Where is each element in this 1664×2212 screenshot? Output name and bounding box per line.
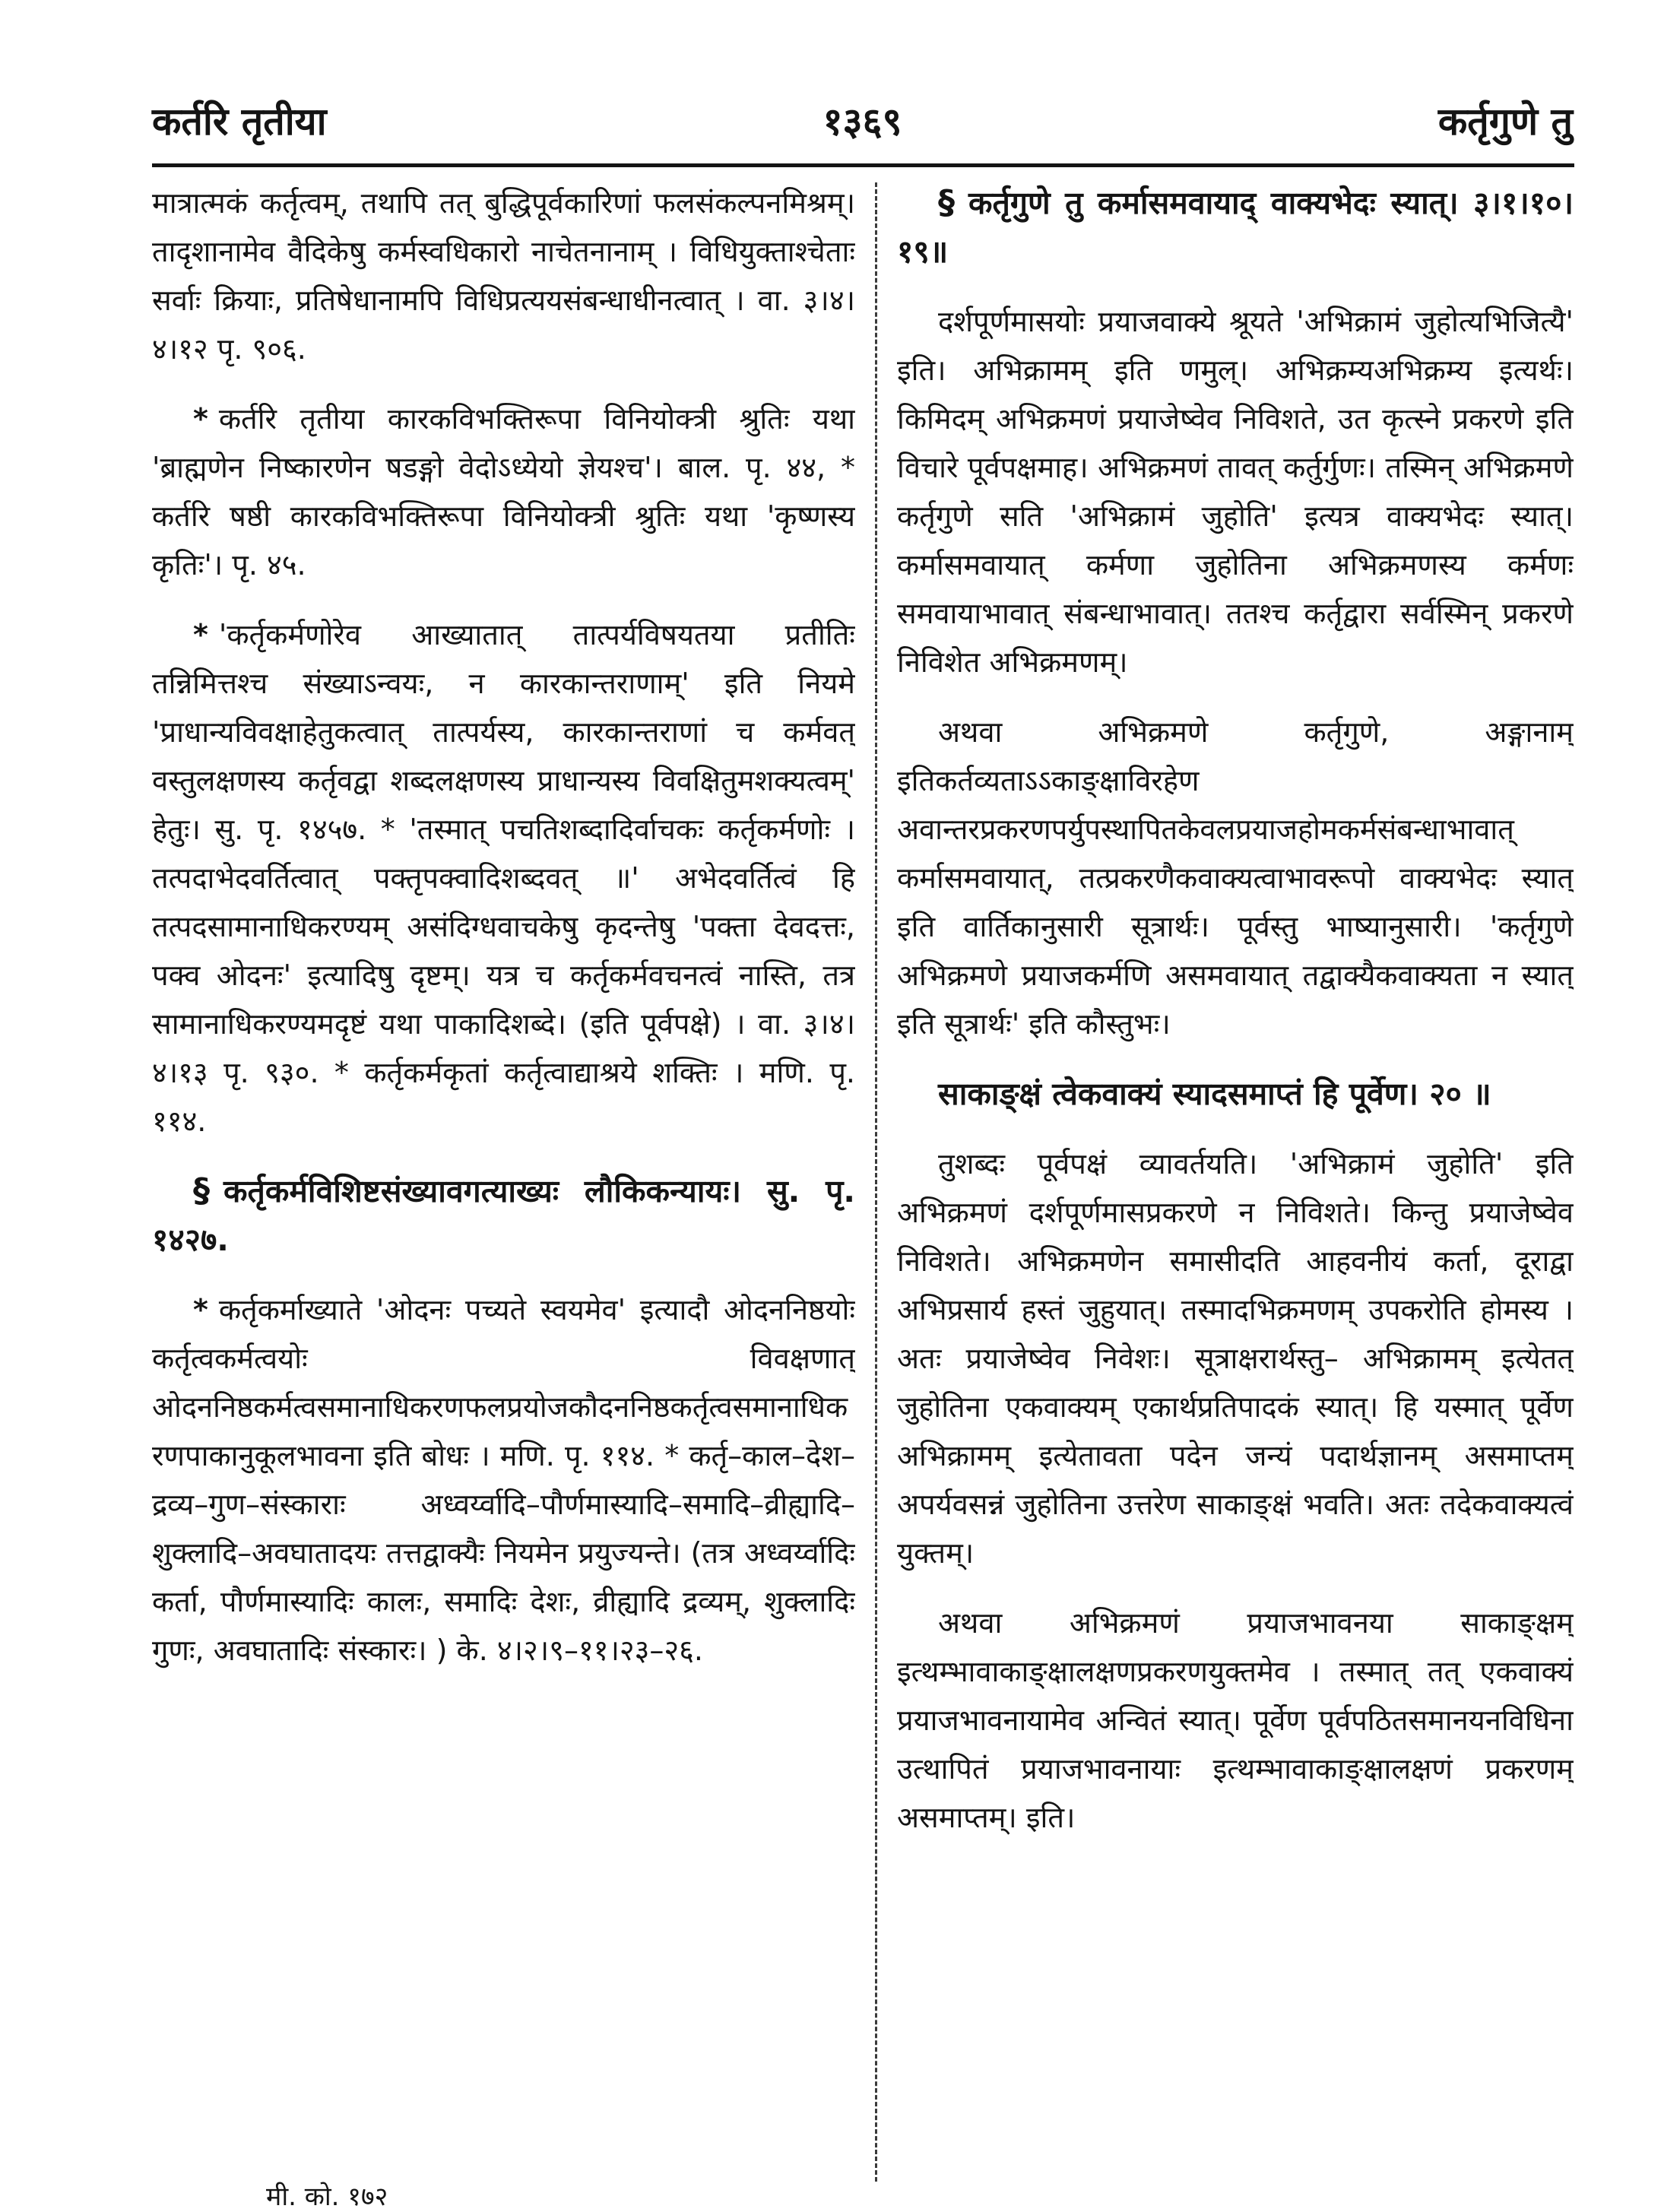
asterisk-marker: *: [193, 1293, 208, 1326]
header-right-guideword: कर्तृगुणे तु: [1437, 100, 1573, 144]
entry-kartrkarmanoreva: * 'कर्तृकर्मणोरेव आख्यातात् तात्पर्यविषयतया प्रतीतिः तन्निमित्तश्च संख्याऽन्वयः, न कारकान्तराणाम्' इति नियमे 'प्राधान्यविवक्षाहेतुकत्वात् तात्पर्यस्य, कारकान्तराणां च कर्मवत् वस्तुलक्षणस्य कर्तृवद्वा शब्दलक्षणस्य प्राधान्यस्य विवक्षितुमशक्यत्वम्' हेतुः। सु. पृ. १४५७. * 'तस्मात् पचतिशब्दादिर्वाचकः कर्तृकर्मणोः । तत्पदाभेदवर्तित्वात् पक्तृपक्वादिशब्दवत् ॥' अभेदवर्तित्वं हि तत्पदसामानाधिकरण्यम् असंदिग्धवाचकेषु कृदन्तेषु 'पक्ता देवदत्तः, पक्व ओदनः' इत्यादिषु दृष्टम्। यत्र च कर्तृकर्मवचनत्वं नास्ति, तत्र सामानाधिकरण्यमदृष्टं यथा पाकादिशब्दे। (इति पूर्वपक्षे) । वा. ३।४।४।१३ पृ. ९३०. * कर्तृकर्मकृतां कर्तृत्वाद्याश्रये शक्तिः । मणि. पृ. ११४.: [152, 618, 855, 1138]
page-signature: मी. को. १७२: [266, 2182, 388, 2212]
section-symbol-icon: §: [193, 1171, 210, 1210]
right-column: [897, 179, 1574, 1863]
header-rule: [152, 163, 1574, 167]
sutra-19-commentary: दर्शपूर्णमासयोः प्रयाजवाक्ये श्रूयते 'अभिक्रामं जुहोत्यभिजित्यै' इति। अभिक्रामम् इति णमुल्। अभिक्रम्यअभिक्रम्य इत्यर्थः। किमिदम् अभिक्रमणं प्रयाजेष्वेव निविशते, उत कृत्स्ने प्रकरणे इति विचारे पूर्वपक्षमाह। अभिक्रमणं तावत् कर्तुर्गुणः। तस्मिन् अभिक्रमणे कर्तृगुणे सति 'अभिक्रामं जुहोति' इत्यत्र वाक्यभेदः स्यात्। कर्मासमवायात् कर्मणा जुहोतिना अभिक्रमणस्य कर्मणः समवायाभावात् संबन्धाभावात्। ततश्च कर्तृद्वारा सर्वस्मिन् प्रकरणे निविशेत अभिक्रमणम्।: [897, 305, 1574, 679]
sutra-heading-19: § कर्तृगुणे तु कर्मासमवायाद् वाक्यभेदः स्यात्। ३।१।१०।१९॥: [897, 183, 1574, 270]
sutra-heading-20: साकाङ्क्षं त्वेकवाक्यं स्यादसमाप्तं हि पूर्वेण। २० ॥: [938, 1076, 1491, 1112]
entry-kartari: * कर्तरि तृतीया कारकविभक्तिरूपा विनियोक्त्री श्रुतिः यथा 'ब्राह्मणेन निष्कारणेन षडङ्गो वेदोऽध्येयो ज्ञेयश्च'। बाल. पृ. ४४, * कर्तरि षष्ठी कारकविभक्तिरूपा विनियोक्त्री श्रुतिः यथा 'कृष्णस्य कृतिः'। पृ. ४५.: [152, 402, 855, 582]
page-number: १३६९: [822, 100, 902, 144]
section-symbol-icon: §: [938, 183, 955, 222]
header-left-guideword: कर्तरि तृतीया: [152, 100, 327, 144]
left-column: [152, 179, 855, 1696]
entry-kartrkarmakhyate: * कर्तृकर्माख्याते 'ओदनः पच्यते स्वयमेव' इत्यादौ ओदननिष्ठयोः कर्तृत्वकर्मत्वयोः विवक्षणात् ओदननिष्ठकर्मत्वसमानाधिकरणफलप्रयोजकौदननिष्ठकर्तृत्वसमानाधिकरणपाकानुकूलभावना इति बोधः । मणि. पृ. ११४. * कर्तृ–काल–देश–द्रव्य–गुण–संस्काराः अध्वर्य्वादि–पौर्णमास्यादि–समादि–व्रीह्यादि–शुक्लादि–अवघातादयः तत्तद्वाक्यैः नियमेन प्रयुज्यन्ते। (तत्र अध्वर्य्वादिः कर्ता, पौर्णमास्यादिः कालः, समादिः देशः, व्रीह्यादि द्रव्यम्, शुक्लादिः गुणः, अवघातादिः संस्कारः। ) के. ४।२।९–११।२३–२६.: [152, 1293, 855, 1667]
column-divider: [875, 182, 877, 2182]
entry-continuation: मात्रात्मकं कर्तृत्वम्, तथापि तत् बुद्धिपूर्वकारिणां फलसंकल्पनमिश्रम्। तादृशानामेव वैदिकेषु कर्मस्वधिकारो नाचेतनानाम् । विधियुक्ताश्चेताः सर्वाः क्रियाः, प्रतिषेधानामपि विधिप्रत्ययसंबन्धाधीनत्वात् । वा. ३।४।४।१२ पृ. ९०६.: [152, 186, 855, 366]
asterisk-marker: *: [193, 618, 208, 651]
asterisk-marker: *: [193, 402, 208, 436]
entry-nyaya-heading: § कर्तृकर्मविशिष्टसंख्यावगत्याख्यः लौकिकन्यायः। सु. पृ. १४२७.: [152, 1171, 855, 1258]
sutra-20-commentary: तुशब्दः पूर्वपक्षं व्यावर्तयति। 'अभिक्रामं जुहोति' इति अभिक्रमणं दर्शपूर्णमासप्रकरणे न निविशते। किन्तु प्रयाजेष्वेव निविशते। अभिक्रमणेन समासीदति आहवनीयं कर्ता, दूराद्वा अभिप्रसार्य हस्तं जुहुयात्। तस्मादभिक्रमणम् उपकरोति होमस्य । अतः प्रयाजेष्वेव निवेशः। सूत्राक्षरार्थस्तु– अभिक्रामम् इत्येतत् जुहोतिना एकवाक्यम् एकार्थप्रतिपादकं स्यात्। हि यस्मात् पूर्वेण अभिक्रामम् इत्येतावता पदेन जन्यं पदार्थज्ञानम् असमाप्तम् अपर्यवसन्नं जुहोतिना उत्तरेण साकाङ्क्षं भवति। अतः तदेकवाक्यत्वं युक्तम्।: [897, 1147, 1574, 1570]
sutra-20-alternate: अथवा अभिक्रमणं प्रयाजभावनया साकाङ्क्षम् इत्थम्भावाकाङ्क्षालक्षणप्रकरणयुक्तमेव । तस्मात् तत् एकवाक्यं प्रयाजभावनायामेव अन्वितं स्यात्। पूर्वेण पूर्वपठितसमानयनविधिना उत्थापितं प्रयाजभावनायाः इत्थम्भावाकाङ्क्षालक्षणं प्रकरणम् असमाप्तम्। इति।: [897, 1606, 1574, 1834]
page-header: [152, 84, 1573, 160]
sutra-19-alternate: अथवा अभिक्रमणे कर्तृगुणे, अङ्गानाम् इतिकर्तव्यताऽऽकाङ्क्षाविरहेण अवान्तरप्रकरणपर्युपस्थापितकेवलप्रयाजहोमकर्मसंबन्धाभावात् कर्मासमवायात्, तत्प्रकरणैकवाक्यत्वाभावरूपो वाक्यभेदः स्यात् इति वार्तिकानुसारी सूत्रार्थः। पूर्वस्तु भाष्यानुसारी। 'कर्तृगुणे अभिक्रमणे प्रयाजकर्मणि असमवायात् तद्वाक्यैकवाक्यता न स्यात् इति सूत्रार्थः' इति कौस्तुभः।: [897, 715, 1574, 1041]
